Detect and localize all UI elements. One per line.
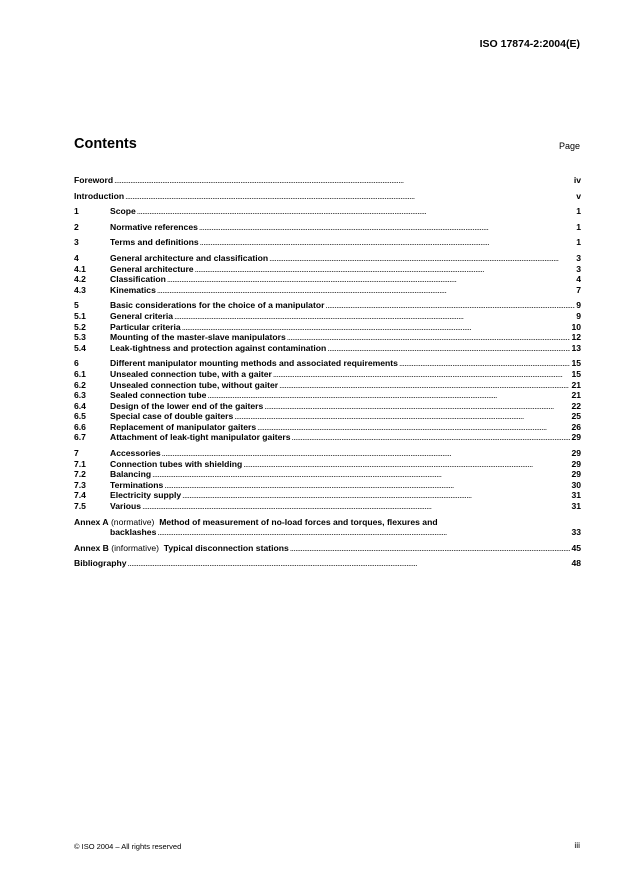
- toc-label: General architecture: [110, 263, 194, 274]
- toc-page: 21: [571, 390, 581, 401]
- toc-entry-5[interactable]: [74, 300, 581, 311]
- toc-leader: [269, 253, 575, 264]
- toc-page: 25: [571, 411, 581, 422]
- toc-label: Mounting of the master-slave manipulators: [110, 332, 286, 343]
- toc-label: Connection tubes with shielding: [110, 458, 243, 469]
- toc-leader: [257, 422, 570, 433]
- copyright-notice: © ISO 2004 – All rights reserved: [74, 842, 182, 851]
- toc-label: Terms and definitions: [110, 237, 199, 248]
- toc-page: 29: [571, 448, 581, 459]
- toc-entry-7-5[interactable]: [74, 501, 581, 512]
- toc-page: 3: [576, 252, 581, 263]
- toc-entry-annex-a[interactable]: [74, 517, 581, 538]
- toc-leader: [264, 401, 570, 412]
- toc-leader: [207, 390, 570, 401]
- toc-label: Replacement of manipulator gaiters: [110, 421, 257, 432]
- toc-leader: [164, 480, 570, 491]
- toc-number: 2: [74, 221, 79, 232]
- toc-leader: [325, 300, 575, 311]
- toc-leader: [199, 222, 575, 233]
- toc-label: Sealed connection tube: [110, 390, 207, 401]
- toc-entry-2[interactable]: [74, 222, 581, 233]
- toc-label: Special case of double gaiters: [110, 411, 234, 422]
- toc-entry-5-2[interactable]: [74, 322, 581, 333]
- table-of-contents: [74, 175, 581, 569]
- toc-page: 1: [576, 237, 581, 248]
- toc-number: 7.2: [74, 469, 86, 480]
- toc-leader: [182, 322, 571, 333]
- toc-leader: [125, 191, 575, 202]
- toc-entry-6-5[interactable]: [74, 411, 581, 422]
- toc-label: Unsealed connection tube, without gaiter: [110, 379, 279, 390]
- toc-entry-7-2[interactable]: [74, 469, 581, 480]
- toc-leader: [287, 332, 571, 343]
- toc-leader: [327, 343, 570, 354]
- toc-entry-foreword[interactable]: [74, 175, 581, 186]
- toc-number: 4.2: [74, 274, 86, 285]
- toc-entry-7-4[interactable]: [74, 490, 581, 501]
- toc-page: 7: [576, 284, 581, 295]
- toc-label: Basic considerations for the choice of a manipulator: [110, 300, 325, 311]
- toc-number: 4: [74, 252, 79, 263]
- toc-page: 4: [576, 274, 581, 285]
- toc-label: Scope: [110, 206, 136, 217]
- toc-page: iv: [573, 175, 581, 185]
- toc-number: 4.1: [74, 263, 86, 274]
- toc-leader: [157, 285, 575, 296]
- toc-number: 7: [74, 448, 79, 459]
- toc-label: Different manipulator mounting methods and associated requirements: [110, 358, 398, 369]
- toc-entry-6-6[interactable]: [74, 422, 581, 433]
- toc-number: 6.5: [74, 411, 86, 422]
- toc-page: 13: [571, 342, 581, 353]
- toc-leader: [152, 469, 570, 480]
- toc-entry-4-2[interactable]: [74, 274, 581, 285]
- toc-leader: [114, 175, 573, 186]
- toc-label: Method of measurement of no-load forces and torques, flexures and: [159, 516, 438, 527]
- toc-number: 6.4: [74, 400, 86, 411]
- toc-label: Electricity supply: [110, 490, 182, 501]
- toc-leader: [279, 380, 570, 391]
- toc-entry-5-3[interactable]: [74, 332, 581, 343]
- toc-entry-6-1[interactable]: [74, 369, 581, 380]
- toc-page: 9: [576, 310, 581, 321]
- toc-number: 7.1: [74, 458, 86, 469]
- toc-page: 33: [571, 527, 581, 538]
- toc-label: Unsealed connection tube, with a gaiter: [110, 368, 272, 379]
- toc-label: Attachment of leak-tight manipulator gaiters: [110, 432, 291, 443]
- toc-label: Normative references: [110, 221, 198, 232]
- toc-entry-7-1[interactable]: [74, 459, 581, 470]
- toc-leader: [290, 543, 571, 554]
- toc-entry-5-4[interactable]: [74, 343, 581, 354]
- toc-entry-6-7[interactable]: [74, 432, 581, 443]
- toc-page: 1: [576, 221, 581, 232]
- toc-entry-4-3[interactable]: [74, 285, 581, 296]
- page-title: Contents: [74, 136, 137, 152]
- toc-page: 21: [571, 379, 581, 390]
- toc-page: 10: [571, 321, 581, 332]
- toc-entry-6-4[interactable]: [74, 401, 581, 412]
- toc-label: Bibliography: [74, 558, 127, 569]
- toc-leader: [292, 432, 571, 443]
- toc-entry-3[interactable]: [74, 237, 581, 248]
- toc-number: 6: [74, 358, 79, 369]
- toc-leader: [157, 527, 570, 538]
- toc-page: 12: [571, 332, 581, 343]
- toc-entry-introduction[interactable]: [74, 191, 581, 202]
- toc-leader: [142, 501, 570, 512]
- toc-page: 48: [571, 558, 581, 569]
- toc-number: 6.7: [74, 432, 86, 443]
- toc-number: 7.3: [74, 479, 86, 490]
- toc-label-continued: backlashes: [110, 527, 157, 538]
- toc-number: 4.3: [74, 284, 86, 295]
- toc-entry-annex-b[interactable]: [74, 543, 581, 554]
- toc-label: Balancing: [110, 469, 152, 480]
- toc-page: 29: [571, 458, 581, 469]
- toc-leader: [200, 237, 576, 248]
- toc-label: Introduction: [74, 190, 125, 201]
- toc-leader: [174, 311, 575, 322]
- toc-entry-4-1[interactable]: [74, 264, 581, 275]
- toc-page: 9: [576, 300, 581, 311]
- annex-qualifier: (informative): [111, 542, 160, 553]
- toc-number: 6.3: [74, 390, 86, 401]
- toc-entry-6-2[interactable]: [74, 380, 581, 391]
- toc-page: 29: [571, 432, 581, 443]
- toc-page: 26: [571, 421, 581, 432]
- toc-leader: [399, 358, 571, 369]
- toc-number: 1: [74, 206, 79, 217]
- toc-number: 5.2: [74, 321, 86, 332]
- toc-leader: [273, 369, 571, 380]
- toc-label: Classification: [110, 274, 166, 285]
- toc-number: 5: [74, 300, 79, 311]
- toc-page: 1: [576, 206, 581, 217]
- toc-leader: [234, 411, 570, 422]
- toc-label: Design of the lower end of the gaiters: [110, 400, 264, 411]
- toc-page: 15: [571, 358, 581, 369]
- toc-number: 3: [74, 237, 79, 248]
- toc-label: Various: [110, 501, 142, 512]
- toc-number: 5.1: [74, 310, 86, 321]
- toc-entry-5-1[interactable]: [74, 311, 581, 322]
- page-number: iii: [574, 840, 580, 850]
- toc-leader: [137, 206, 575, 217]
- toc-page: v: [576, 190, 581, 201]
- toc-entry-6[interactable]: [74, 358, 581, 369]
- toc-number: 6.1: [74, 368, 86, 379]
- annex-prefix: Annex A: [74, 516, 109, 527]
- toc-number: 7.4: [74, 490, 86, 501]
- annex-qualifier: (normative): [110, 516, 155, 527]
- toc-page: 29: [571, 469, 581, 480]
- toc-leader: [128, 558, 571, 569]
- toc-entry-1[interactable]: [74, 206, 581, 217]
- toc-number: 6.6: [74, 421, 86, 432]
- toc-leader: [195, 264, 576, 275]
- toc-label: General architecture and classification: [110, 252, 269, 263]
- toc-entry-bibliography[interactable]: [74, 558, 581, 569]
- toc-entry-7[interactable]: [74, 448, 581, 459]
- toc-page: 31: [571, 501, 581, 512]
- toc-label: Typical disconnection stations: [163, 542, 289, 553]
- toc-number: 5.3: [74, 332, 86, 343]
- toc-label: Kinematics: [110, 284, 156, 295]
- toc-leader: [243, 459, 570, 470]
- toc-entry-6-3[interactable]: [74, 390, 581, 401]
- toc-leader: [182, 490, 570, 501]
- toc-leader: [167, 274, 575, 285]
- annex-prefix: Annex B: [74, 542, 109, 553]
- toc-label: Foreword: [74, 175, 114, 185]
- toc-page: 3: [576, 263, 581, 274]
- toc-label: Particular criteria: [110, 321, 181, 332]
- toc-label: Terminations: [110, 479, 164, 490]
- toc-entry-4[interactable]: [74, 253, 581, 264]
- toc-number: 6.2: [74, 379, 86, 390]
- toc-number: 7.5: [74, 501, 86, 512]
- toc-entry-7-3[interactable]: [74, 480, 581, 491]
- document-id: ISO 17874-2:2004(E): [479, 38, 580, 50]
- toc-page: 15: [571, 368, 581, 379]
- toc-label: General criteria: [110, 310, 174, 321]
- toc-label: Leak-tightness and protection against contamination: [110, 342, 327, 353]
- toc-page: 30: [571, 479, 581, 490]
- toc-label: Accessories: [110, 448, 161, 459]
- toc-page: 45: [571, 542, 581, 553]
- toc-leader: [162, 448, 571, 459]
- toc-page: 22: [571, 400, 581, 411]
- toc-number: 5.4: [74, 342, 86, 353]
- toc-page: 31: [571, 490, 581, 501]
- page-column-label: Page: [558, 141, 580, 151]
